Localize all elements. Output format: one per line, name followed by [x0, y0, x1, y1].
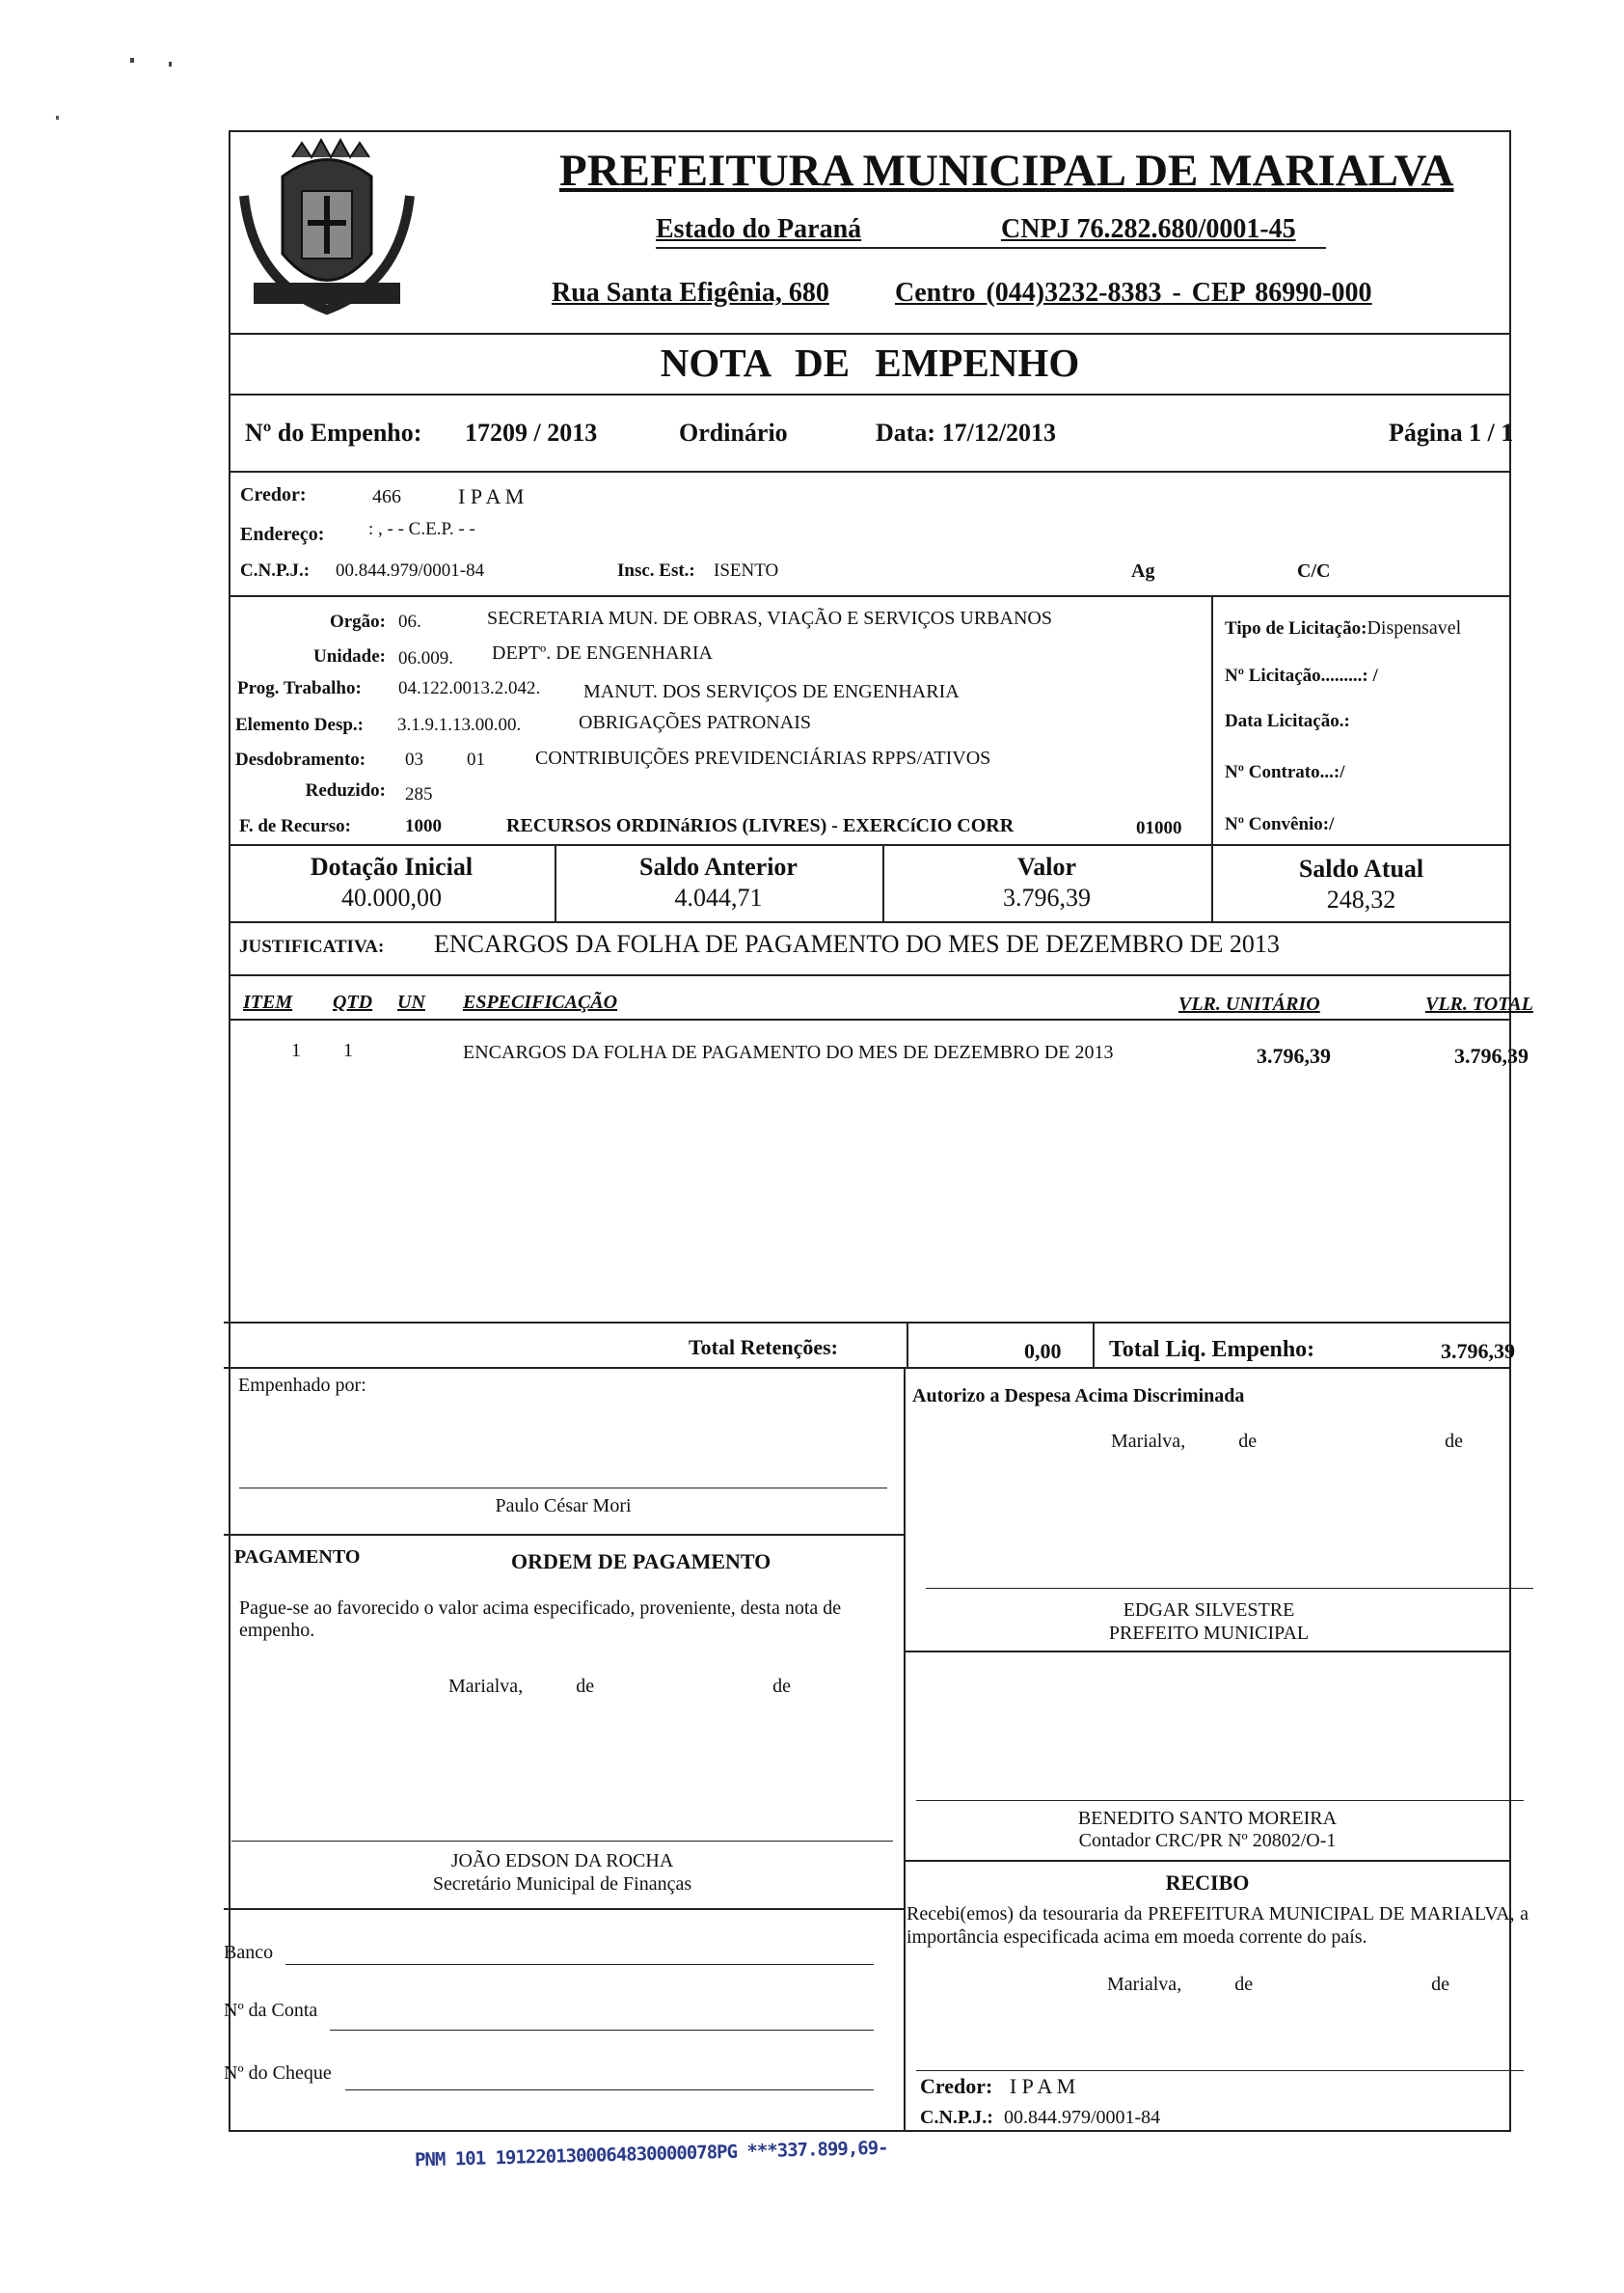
valor-value: 3.796,39 [1003, 884, 1091, 912]
recibo-cnpj-value: 00.844.979/0001-84 [1003, 2107, 1161, 2128]
licitacao-date: Data Licitação.: [1225, 711, 1350, 731]
valor-label: Valor [1016, 853, 1077, 881]
prog-code: 04.122.0013.2.042. [398, 678, 541, 698]
elemento-label: Elemento Desp.: [235, 715, 364, 735]
justificativa-text: ENCARGOS DA FOLHA DE PAGAMENTO DO MES DE DEZEMBRO DE 2013 [434, 930, 1280, 958]
reduzido-label: Reduzido: [305, 780, 386, 801]
header-contact: Centro (044)3232-8383 - CEP 86990-000 [895, 278, 1372, 308]
pagamento-city: Marialva, [448, 1676, 524, 1697]
empenhado-label: Empenhado por: [238, 1375, 366, 1396]
page-number: 1 / 1 [1469, 419, 1514, 447]
elemento-desc: OBRIGAÇÕES PATRONAIS [579, 712, 811, 733]
licitacao-number: Nº Licitação.........: / [1225, 666, 1378, 686]
total-value-header: VLR. TOTAL [1425, 994, 1533, 1015]
un-header: UN [397, 992, 425, 1013]
retencoes-value: 0,00 [1024, 1339, 1062, 1363]
recibo-credor-row [920, 2074, 1075, 2099]
scan-speck [169, 62, 172, 67]
prefeito-name: EDGAR SILVESTRE [1123, 1599, 1295, 1621]
empenho-date: Data: 17/12/2013 [876, 419, 1057, 447]
espec-header: ESPECIFICAÇÃO [463, 992, 618, 1013]
contrato-number: Nº Contrato...:/ [1225, 762, 1345, 782]
prog-desc: MANUT. DOS SERVIÇOS DE ENGENHARIA [583, 681, 960, 702]
secretario-title: Secretário Municipal de Finanças [432, 1873, 692, 1895]
recibo-title: RECIBO [1165, 1870, 1250, 1895]
convenio-number: Nº Convênio:/ [1225, 814, 1335, 834]
unidade-code: 06.009. [398, 648, 453, 669]
elemento-code: 3.1.9.1.13.00.00. [397, 715, 522, 735]
saldo-anterior-value: 4.044,71 [674, 884, 763, 912]
cnpj-label: C.N.P.J.: [240, 560, 311, 581]
recibo-text: Recebi(emos) da tesouraria da PREFEITURA MUNICIPAL DE MARIALVA, a importância especificada acima em moeda corrente do país. [907, 1903, 1529, 1948]
desdobramento-a: 03 [405, 750, 423, 770]
empenho-type: Ordinário [679, 419, 788, 447]
recibo-date-row [1107, 1974, 1449, 1996]
licitacao-type-label: Tipo de Licitação: [1225, 618, 1367, 639]
recibo-cnpj-label: C.N.P.J.: [920, 2107, 993, 2128]
endereco-value: : , - - C.E.P. - - [368, 519, 475, 539]
unit-value-header: VLR. UNITÁRIO [1178, 994, 1320, 1015]
doc-title: NOTA DE EMPENHO [660, 341, 1080, 385]
item-qtd: 1 [343, 1040, 353, 1061]
reduzido-value: 285 [405, 784, 433, 805]
empenho-number: 17209 / 2013 [465, 419, 598, 447]
recibo-credor-name: I P A M [1009, 2074, 1076, 2098]
pagamento-date-row [448, 1676, 791, 1698]
header-cnpj: CNPJ 76.282.680/0001-45 [1001, 214, 1296, 244]
pagamento-de-1: de [576, 1676, 595, 1697]
contador-name: BENEDITO SANTO MOREIRA [1077, 1808, 1338, 1829]
endereco-label: Endereço: [240, 524, 325, 545]
empenhado-name: Paulo César Mori [495, 1495, 632, 1516]
prog-label: Prog. Trabalho: [237, 678, 362, 698]
secretario-name: JOÃO EDSON DA ROCHA [450, 1850, 674, 1871]
page-label: Página [1389, 419, 1463, 447]
saldo-anterior-label: Saldo Anterior [639, 853, 798, 881]
item-number: 1 [291, 1040, 301, 1061]
empenho-number-label: Nº do Empenho: [245, 419, 422, 447]
dotacao-value: 40.000,00 [341, 884, 442, 912]
justificativa-label: JUSTIFICATIVA: [239, 937, 385, 957]
recurso-code: 1000 [405, 816, 442, 836]
recibo-de-1: de [1234, 1974, 1254, 1995]
recibo-cnpj-row [920, 2107, 1160, 2129]
cc-label: C/C [1297, 560, 1331, 582]
scan-speck [130, 58, 134, 63]
credor-code: 466 [372, 486, 401, 507]
bank-stamp-text: PNM 101 1912201300064830000078PG ***337.899,69- [414, 2137, 888, 2171]
cheque-label: Nº do Cheque [224, 2062, 332, 2084]
desdobramento-label: Desdobramento: [235, 750, 366, 770]
insc-label: Insc. Est.: [617, 560, 695, 581]
recurso-extra: 01000 [1136, 818, 1182, 838]
saldo-atual-label: Saldo Atual [1298, 855, 1424, 883]
orgao-desc: SECRETARIA MUN. DE OBRAS, VIAÇÃO E SERVIÇOS URBANOS [487, 608, 1052, 629]
retencoes-label: Total Retenções: [689, 1335, 838, 1359]
pagamento-text: Pague-se ao favorecido o valor acima especificado, proveniente, desta nota de empenho. [239, 1597, 842, 1641]
header-title: PREFEITURA MUNICIPAL DE MARIALVA [559, 146, 1454, 196]
recibo-credor-label: Credor: [920, 2074, 993, 2098]
autorizo-date-row [1111, 1431, 1463, 1453]
header-state: Estado do Paraná [656, 214, 862, 244]
autorizo-city: Marialva, [1111, 1431, 1186, 1452]
qtd-header: QTD [333, 992, 373, 1013]
pagamento-label: PAGAMENTO [234, 1546, 361, 1568]
desdobramento-b: 01 [467, 750, 485, 770]
item-spec: ENCARGOS DA FOLHA DE PAGAMENTO DO MES DE DEZEMBRO DE 2013 [463, 1042, 1114, 1063]
ag-label: Ag [1131, 560, 1155, 582]
orgao-code: 06. [398, 612, 421, 632]
credor-label: Credor: [240, 484, 307, 505]
credor-name: I P A M [458, 484, 525, 508]
prefeito-title: PREFEITO MUNICIPAL [1108, 1623, 1310, 1644]
licitacao-type: Dispensavel [1367, 617, 1462, 639]
scan-speck [56, 116, 59, 120]
liquido-value: 3.796,39 [1441, 1339, 1515, 1363]
insc-value: ISENTO [714, 560, 779, 581]
unidade-desc: DEPTº. DE ENGENHARIA [492, 642, 713, 664]
recurso-label: F. de Recurso: [239, 816, 351, 836]
unidade-label: Unidade: [313, 646, 386, 667]
contador-title: Contador CRC/PR Nº 20802/O-1 [1078, 1830, 1337, 1851]
orgao-label: Orgão: [329, 612, 386, 632]
item-header: ITEM [243, 992, 293, 1013]
banco-label: Banco [224, 1942, 274, 1963]
liquido-label: Total Liq. Empenho: [1109, 1337, 1315, 1362]
cnpj-value: 00.844.979/0001-84 [336, 560, 485, 581]
saldo-atual-value: 248,32 [1326, 886, 1396, 914]
autorizo-text: Autorizo a Despesa Acima Discriminada [912, 1385, 1245, 1406]
recibo-de-2: de [1431, 1974, 1449, 1995]
pagamento-de-2: de [772, 1676, 791, 1697]
recurso-desc: RECURSOS ORDINáRIOS (LIVRES) - EXERCíCIO CORR [506, 815, 1015, 836]
autorizo-de-1: de [1238, 1431, 1258, 1452]
item-total-value: 3.796,39 [1454, 1044, 1529, 1068]
dotacao-label: Dotação Inicial [310, 853, 474, 881]
autorizo-de-2: de [1445, 1431, 1463, 1452]
ordem-pagamento-title: ORDEM DE PAGAMENTO [511, 1549, 771, 1573]
municipal-coat-of-arms-icon [234, 138, 420, 331]
item-unit-value: 3.796,39 [1257, 1044, 1331, 1068]
licitacao-type-row [1225, 617, 1461, 640]
recibo-city: Marialva, [1107, 1974, 1182, 1995]
conta-label: Nº da Conta [224, 2000, 318, 2021]
header-street: Rua Santa Efigênia, 680 [552, 278, 829, 308]
desdobramento-desc: CONTRIBUIÇÕES PREVIDENCIÁRIAS RPPS/ATIVOS [535, 748, 991, 769]
